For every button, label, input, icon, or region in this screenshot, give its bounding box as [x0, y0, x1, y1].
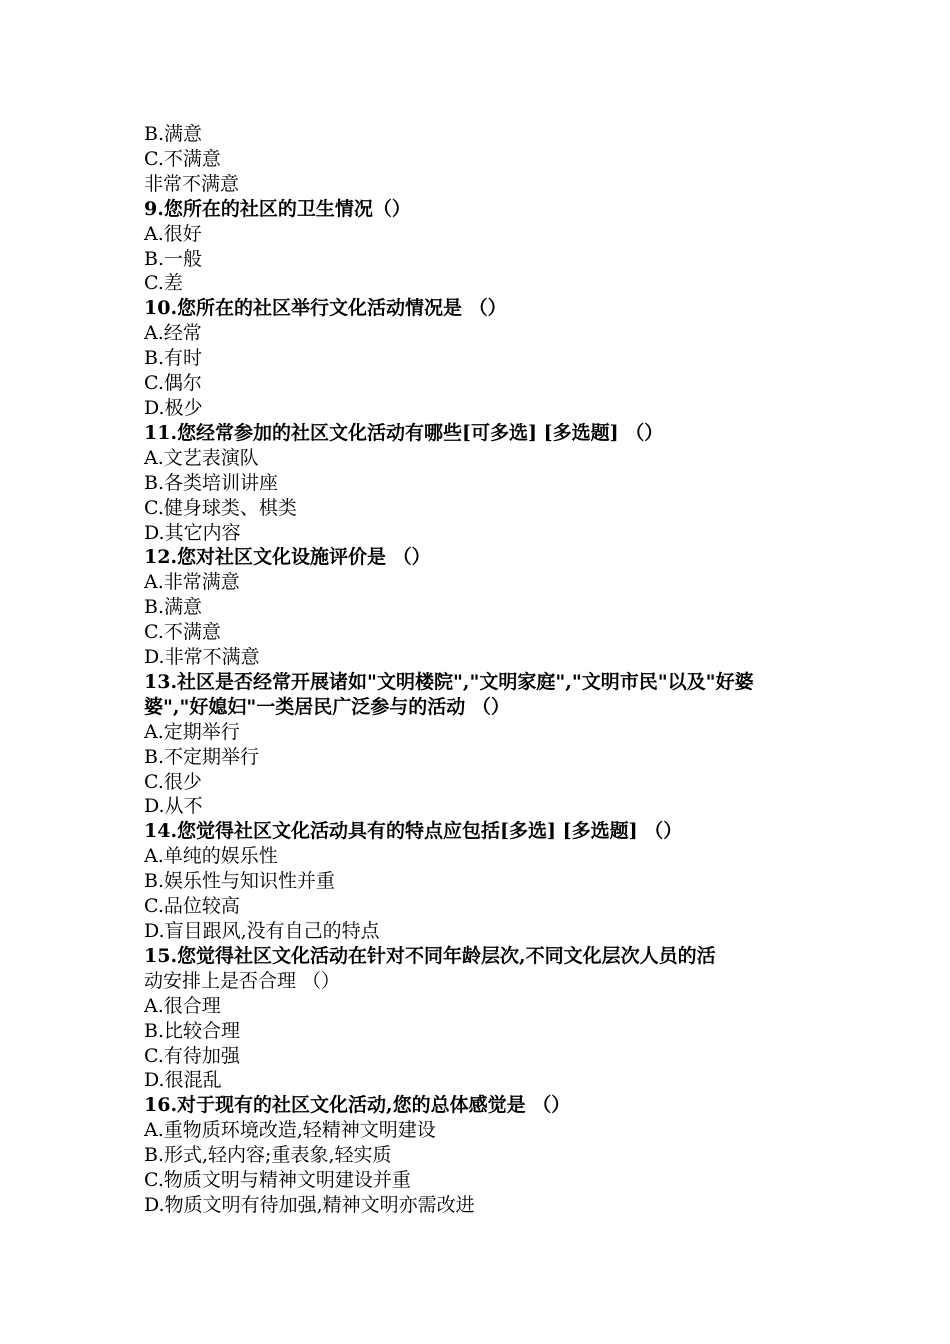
option-line: C.有待加强 — [144, 1044, 240, 1067]
option-line: B.形式,轻内容;重表象,轻实质 — [144, 1144, 392, 1167]
question-heading — [144, 944, 814, 994]
option-line: B.一般 — [144, 247, 203, 270]
option-line: A.很好 — [144, 222, 202, 245]
option-line: D.从不 — [144, 795, 203, 818]
option-line: A.单纯的娱乐性 — [144, 845, 278, 868]
option-line: C.很少 — [144, 770, 202, 793]
option-line: C.不满意 — [144, 147, 221, 170]
option-line: A.定期举行 — [144, 720, 240, 743]
option-line: C.品位较高 — [144, 895, 240, 918]
option-line: A.很合理 — [144, 994, 221, 1017]
option-line: C.物质文明与精神文明建设并重 — [144, 1169, 411, 1192]
question-heading: 9.您所在的社区的卫生情况（） — [144, 197, 411, 220]
option-line: D.其它内容 — [144, 521, 241, 544]
question-heading: 13.社区是否经常开展诸如"文明楼院","文明家庭","文明市民"以及"好婆婆","好媳妇"一类居民广泛参与的活动 （） — [144, 670, 754, 718]
question-heading: 12.您对社区文化设施评价是 （） — [144, 546, 431, 569]
option-line: A.经常 — [144, 322, 202, 345]
option-line: B.满意 — [144, 596, 203, 619]
document-page — [144, 122, 814, 1218]
option-line: B.满意 — [144, 123, 203, 145]
question-heading: 10.您所在的社区举行文化活动情况是 （） — [144, 297, 507, 320]
option-line: A.文艺表演队 — [144, 446, 259, 469]
question-heading: 11.您经常参加的社区文化活动有哪些[可多选] [多选题] （） — [144, 421, 664, 444]
option-line: D.盲目跟风,没有自己的特点 — [144, 920, 380, 942]
option-line: D.非常不满意 — [144, 646, 260, 669]
option-line: D.很混乱 — [144, 1069, 222, 1092]
question-heading-continuation: 动安排上是否合理 （） — [144, 969, 341, 992]
question-heading: 14.您觉得社区文化活动具有的特点应包括[多选] [多选题] （） — [144, 820, 683, 843]
option-line: B.比较合理 — [144, 1019, 241, 1042]
option-line: B.有时 — [144, 347, 203, 370]
option-line: A.非常满意 — [144, 571, 240, 594]
option-line: C.差 — [144, 272, 183, 295]
option-line: B.娱乐性与知识性并重 — [144, 870, 336, 893]
option-line: D.物质文明有待加强,精神文明亦需改进 — [144, 1193, 475, 1216]
option-line: D.极少 — [144, 396, 203, 419]
option-line: C.健身球类、棋类 — [144, 496, 297, 519]
option-line: 非常不满意 — [144, 172, 240, 195]
option-line: C.偶尔 — [144, 372, 202, 395]
question-heading: 16.对于现有的社区文化活动,您的总体感觉是 （） — [144, 1094, 571, 1117]
option-line: A.重物质环境改造,轻精神文明建设 — [144, 1119, 436, 1142]
option-line: B.不定期举行 — [144, 745, 260, 768]
question-heading-bold-part: 15.您觉得社区文化活动在针对不同年龄层次,不同文化层次人员的活 — [144, 944, 716, 967]
option-line: B.各类培训讲座 — [144, 471, 279, 494]
option-line: C.不满意 — [144, 621, 221, 644]
